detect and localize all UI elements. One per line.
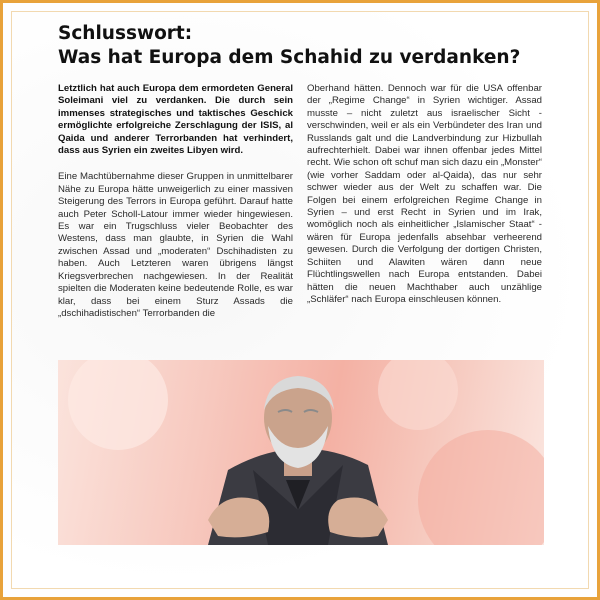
article-title (58, 22, 548, 70)
left-column (58, 83, 293, 320)
lead-paragraph: Letztlich hat auch Europa dem ermordeten General Soleimani viel zu verdanken. Die durch sein immenses strategisches und taktisches Geschick ermöglichte erfolgreiche Zerschlagung der ISIS, al Qaida und anderer Terrorbanden hat verhindert, dass aus Syrien ein zweites Libyen wird. (58, 83, 293, 157)
photo-illustration (58, 360, 544, 545)
right-body-paragraph: Oberhand hätten. Dennoch war für die USA offenbar der „Regime Change“ in Syrien wichtiger. Assad musste – nicht zuletzt aus israelischer Sicht - verschwinden, weil er als ein Verbündeter des Iran und Russlands galt und die Landverbindung zur Hizbullah aufrechterhielt. Dabei war ihnen offenbar jedes Mittel recht. Wie schon oft schuf man sich dazu ein „Monster“ (wie vorher Saddam oder al-Qaida), das nur sehr schwer wieder aus der Welt zu schaffen war. Die Folgen bei einem erfolgreichen Regime Change in Syrien – und erst Recht in Syrien und im Irak, womöglich noch als einheitlicher „Islamischer Staat“ - wären für Europa jedenfalls absehbar verheerend gewesen. Durch die Verfolgung der dortigen Christen, Schiiten und Alawiten wären dann neue Flüchtlingswellen nach Europa entstanden. Dabei hätten die neuen Machthaber auch unzählige „Schläfer“ nach Europa einschleusen können. (307, 83, 542, 305)
title-line-1: Schlusswort: (58, 23, 193, 44)
photo-praying-man (58, 360, 544, 545)
title-line-2: Was hat Europa dem Schahid zu verdanken? (58, 47, 521, 68)
left-body-paragraph: Eine Machtübernahme dieser Gruppen in unmittelbarer Nähe zu Europa hätte unweigerlich zu einer massiven Steigerung des Terrors in Europa geführt. Darauf hatte auch Peter Scholl-Latour immer wieder hingewiesen. Es war ein Trugschluss vieler Beobachter des Westens, dass man glaubte, in Syrien die Wahl zwischen Assad und „moderaten“ Dschihadisten zu haben. Auch Letzteren waren übrigens längst Kriegsverbrechen nachgewiesen. In der Realität spielten die Moderaten keine bedeutende Rolle, es war klar, dass bei einem Sturz Assads die „dschihadistischen“ Terrorbanden die (58, 171, 293, 319)
right-column (307, 83, 542, 306)
